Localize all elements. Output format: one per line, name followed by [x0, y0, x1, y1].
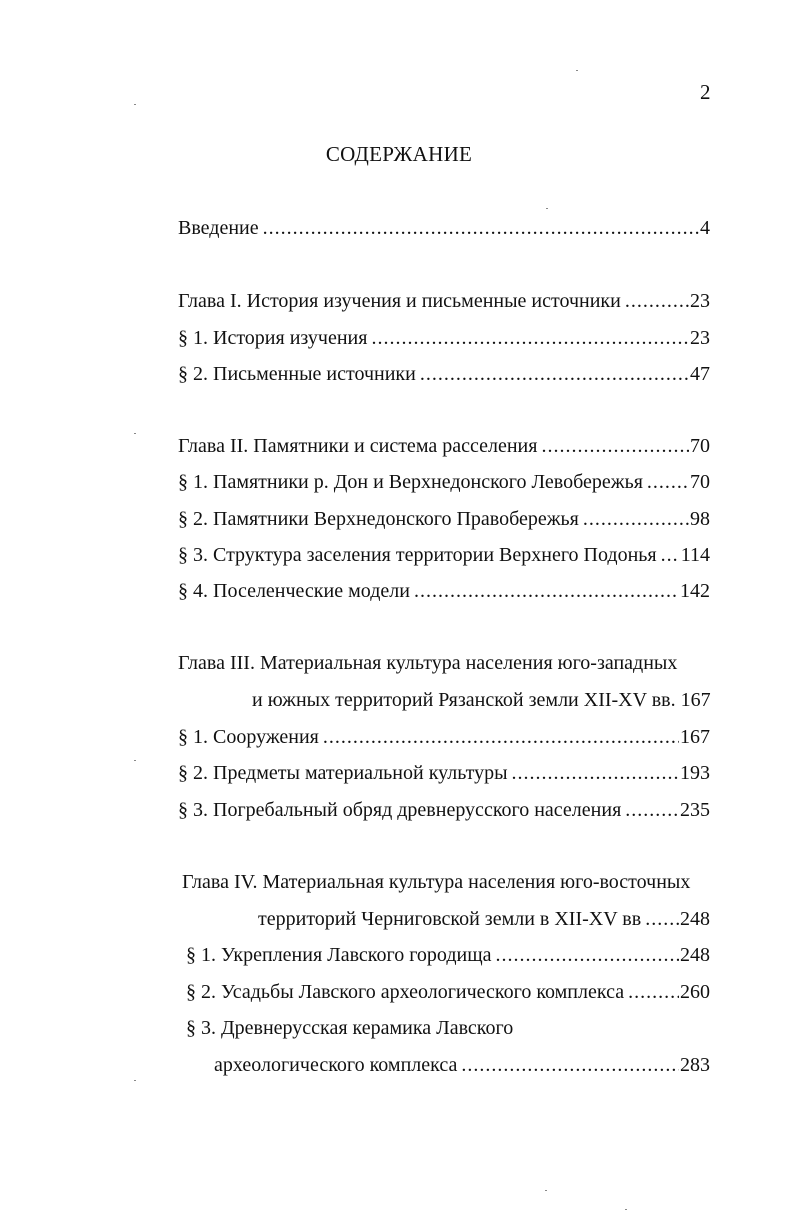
leader-dots [512, 761, 679, 785]
toc-entry-label: Глава I. История изучения и письменные источники [178, 290, 621, 312]
toc-entry-chapter-3-section-2[interactable] [178, 761, 710, 785]
toc-entry-chapter-3-section-1[interactable] [178, 725, 710, 749]
scan-speck [134, 760, 136, 761]
toc-entry-page: 23 [690, 327, 710, 349]
toc-entry-page: 142 [680, 580, 710, 602]
leader-dots [625, 289, 689, 313]
toc-entry-chapter-2[interactable] [178, 434, 710, 458]
toc-entry-chapter-4-section-3-cont[interactable] [214, 1053, 710, 1077]
leader-dots [414, 579, 679, 603]
toc-entry-chapter-2-section-2[interactable] [178, 507, 710, 531]
leader-dots [661, 543, 680, 567]
toc-entry-page: 193 [680, 762, 710, 784]
leader-dots [496, 943, 680, 967]
toc-entry-chapter-4-heading-cont[interactable] [258, 907, 710, 931]
toc-entry-label: и южных территорий Рязанской земли XII-XV вв. [252, 689, 676, 711]
leader-dots [583, 507, 689, 531]
toc-entry-page: 70 [690, 471, 710, 493]
toc-entry-page: 114 [680, 544, 710, 566]
toc-entry-chapter-1-section-1[interactable] [178, 326, 710, 350]
toc-entry-page: 248 [680, 908, 710, 930]
leader-dots [323, 725, 679, 749]
toc-title: СОДЕРЖАНИЕ [325, 142, 473, 166]
leader-dots [420, 362, 689, 386]
leader-dots [541, 434, 689, 458]
toc-entry-label: § 2. Предметы материальной культуры [178, 762, 508, 784]
toc-entry-label: § 1. Сооружения [178, 726, 319, 748]
toc-entry-label: § 3. Структура заселения территории Верхнего Подонья [178, 544, 657, 566]
page-number: 2 [700, 80, 711, 104]
toc-entry-chapter-4-section-1[interactable] [186, 943, 710, 967]
toc-entry-label: § 1. История изучения [178, 327, 368, 349]
scan-speck [545, 1190, 547, 1191]
scan-speck [625, 1209, 627, 1210]
leader-dots [647, 470, 689, 494]
toc-entry-page: 283 [680, 1054, 710, 1076]
scan-speck [134, 104, 136, 105]
toc-entry-chapter-4-heading[interactable]: Глава IV. Материальная культура населения юго-восточных [182, 871, 691, 893]
scan-speck [134, 433, 136, 434]
leader-dots [628, 980, 679, 1004]
leader-dots [461, 1053, 679, 1077]
toc-entry-page: 167 [680, 689, 711, 711]
leader-dots [263, 216, 699, 240]
toc-entry-label: территорий Черниговской земли в XII-XV вв [258, 908, 642, 930]
toc-entry-page: 4 [700, 217, 710, 239]
toc-entry-page: 260 [680, 981, 710, 1003]
toc-entry-page: 47 [690, 363, 710, 385]
toc-entry-label: § 1. Памятники р. Дон и Верхнедонского Левобережья [178, 471, 643, 493]
toc-entry-page: 98 [690, 508, 710, 530]
scan-speck [134, 1080, 136, 1081]
toc-entry-label: Введение [178, 217, 259, 239]
toc-entry-chapter-4-section-2[interactable] [186, 980, 710, 1004]
toc-entry-chapter-2-section-1[interactable] [178, 470, 710, 494]
toc-entry-chapter-3-heading-cont[interactable] [252, 688, 710, 712]
toc-entry-label: Глава II. Памятники и система расселения [178, 435, 538, 457]
toc-entry-page: 23 [690, 290, 710, 312]
toc-entry-page: 248 [680, 944, 710, 966]
scan-speck [576, 70, 578, 71]
toc-entry-label: § 2. Письменные источники [178, 363, 416, 385]
toc-entry-chapter-3-section-3[interactable] [178, 798, 710, 822]
leader-dots [371, 326, 689, 350]
toc-entry-chapter-2-section-3[interactable] [178, 543, 710, 567]
leader-dots [645, 907, 679, 931]
toc-entry-page: 70 [690, 435, 710, 457]
toc-entry-chapter-4-section-3[interactable]: § 3. Древнерусская керамика Лавского [186, 1017, 514, 1039]
toc-entry-chapter-1-section-2[interactable] [178, 362, 710, 386]
toc-entry-label: § 2. Памятники Верхнедонского Правобережья [178, 508, 579, 530]
toc-entry-page: 167 [680, 726, 710, 748]
toc-entry-label: § 4. Поселенческие модели [178, 580, 410, 602]
toc-entry-page: 235 [680, 799, 710, 821]
toc-entry-chapter-2-section-4[interactable] [178, 579, 710, 603]
toc-entry-label: § 1. Укрепления Лавского городища [186, 944, 492, 966]
toc-entry-label: § 2. Усадьбы Лавского археологического комплекса [186, 981, 625, 1003]
toc-entry-chapter-1[interactable] [178, 289, 710, 313]
scan-speck [546, 208, 548, 209]
leader-dots [625, 798, 679, 822]
toc-entry-label: § 3. Погребальный обряд древнерусского населения [178, 799, 622, 821]
toc-entry-introduction[interactable] [178, 216, 710, 240]
toc-entry-label: археологического комплекса [214, 1054, 458, 1076]
toc-entry-chapter-3-heading[interactable]: Глава III. Материальная культура населения юго-западных [178, 652, 678, 674]
